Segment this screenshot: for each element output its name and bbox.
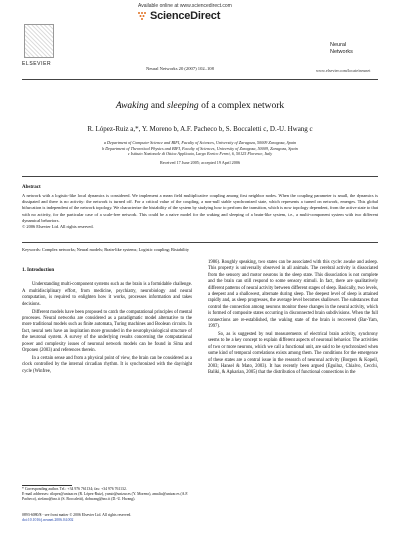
affiliation-b: b Department of Theoretical Physics and BIFI, Faculty of Sciences, University of Zaragoza, 50009, Zaragoza, Spain [102, 145, 298, 151]
journal-name-line2: Networks [330, 49, 353, 55]
keywords-divider [22, 242, 378, 243]
title-rest: of a complex network [198, 101, 285, 111]
footnote [22, 487, 192, 502]
title-part-awaking: Awaking [115, 101, 149, 111]
abstract-body [22, 193, 378, 230]
affiliations [0, 140, 400, 157]
abstract-heading: Abstract [22, 185, 41, 190]
abstract-copyright: © 2006 Elsevier Ltd. All rights reserved. [22, 224, 94, 230]
footnote-rule [22, 485, 72, 486]
received-dates: Received 17 June 2005; accepted 19 April 2006 [159, 160, 241, 165]
author-list: R. López-Ruiz a,*, Y. Moreno b, A.F. Pacheco b, S. Boccaletti c, D.-U. Hwang c [87, 125, 313, 133]
doi-link[interactable]: doi:10.1016/j.neunet.2006.04.002 [22, 518, 74, 522]
abstract-top-divider [22, 176, 378, 177]
affiliation-a: a Department of Computer Science and BIFI, Faculty of Sciences, University of Zaragoza, 50009 Zaragoza, Spain [103, 140, 297, 145]
journal-url-link[interactable]: www.elsevier.com/locate/neunet [316, 68, 371, 73]
journal-name [330, 42, 353, 56]
journal-citation: Neural Networks 20 (2007) 102–108 [146, 66, 214, 71]
intro-paragraph-3: In a certain sense and from a physical point of view, the brain can be considered as a clock controlled by the internal circadian rhythm. It is synchronized with the day/night cycle (Winfree, [22, 355, 192, 374]
sciencedirect-logo-icon [137, 11, 149, 21]
sciencedirect-logo[interactable]: ScienceDirect [150, 10, 221, 22]
right-column [208, 260, 378, 378]
intro-paragraph-5: So, as is suggested by real measurements of electrical brain activity, synchrony seems to be a key concept to explain different aspects of neuronal behavior. The activities of two or more neurons, which we call a functional unit, are said to be synchronized when some kind of temporal correlations exists among them. The conditions for the emergence of these states are a central issue in the research of neuronal activity (Borgers & Kopell, 2003; Hansel & Mato, 2003). It has recently been argued (Eguiluz, Chialvo, Cecchi, Baliki, & Apkarian, 2005) that the distribution of functional connections in the [208, 331, 378, 376]
left-column [22, 264, 192, 377]
available-online-text: Available online at www.sciencedirect.com [138, 3, 232, 9]
abstract-text: A network with a logistic-like local dynamics is considered. We implement a mean field multiplicative coupling among first neighbor nodes. When the coupling parameter is small, the dynamics is dissipated and there is no activity: the network is turned off. For a critical value of the coupling, a non-null stable synchronized state, which represents a turned on network, emerges. This global bifurcation is independent of the network topology. We characterize the bistability of the system by studying how to perform the transition, which is now topology dependent, from the active state to that with no activity, for the particular case of a scale-free network. This could be a naive model for the waking and sleeping of a brain-like system, i.e., a multi-component system with two different dynamical behaviors. [22, 193, 378, 223]
issn-doi [22, 513, 222, 523]
intro-paragraph-4: 1986). Roughly speaking, two states can be associated with this cycle: awake and asleep. This property is universally observed in all animals. The cerebral activity is dissociated from the sensory and motor neurons in the sleep state. This dissociation is not complete and the brain can still respond to some sensory stimuli. In fact, there are qualitatively different patterns of neural activity between different stages of sleep. Basically, two levels, a deepest and a shallowest, alternate during sleep. The deepest level of sleep is attained rapidly and, as sleep progresses, the average level becomes shallower. The substances that control the connection among neurons monitor these changes in the neural activity, which is formed of composite states occurring in disconnected brain subdivisions. When the full connections are re-established, the waking state of the brain is recovered (Bar-Yam, 1997). [208, 260, 378, 330]
intro-paragraph-2: Different models have been proposed to catch the computational principles of mental processes. Neural networks are considered as a paradigmatic model alternative to the more traditional models such as finite automata, Turing machines and Boolean circuits. In fact, neural nets have an inspiration more grounded in the neurophysiological structure of the neuronal system. A survey of the underlying results concerning the computational power and complexity issues of neuronal network models can be found in Síma and Orponen (2003) and references therein. [22, 309, 192, 353]
title-and: and [148, 101, 168, 111]
publisher-name: ELSEVIER [22, 61, 52, 67]
keywords: Keywords: Complex networks; Neural models; Brain-like systems; Logistic coupling; Bistability [22, 247, 189, 252]
article-title [0, 101, 400, 111]
elsevier-tree-logo-icon [24, 24, 54, 58]
section-heading-introduction: 1. Introduction [22, 268, 55, 273]
issn-line: 0893-6080/$ - see front matter © 2006 Elsevier Ltd. All rights reserved. [22, 513, 132, 517]
author-emails: E-mail addresses: rilopez@unizar.es (R. López-Ruiz), yamir@unizar.es (Y. Moreno), amalio@unizar.es (A.F. Pacheco), stefano@ino.it (S. Boccaletti), dohwang@ino.it (D.-U. Hwang). [22, 492, 189, 501]
corresponding-author: * Corresponding author. Tel.: +34 976 761134; fax: +34 976 761132. [22, 487, 127, 491]
title-part-sleeping: sleeping [167, 101, 199, 111]
affiliation-c: c Istituto Nazionale di Ottica Applicata, Largo Enrico Fermi, 6, 50125 Florence, Italy [127, 151, 273, 157]
header-divider [22, 79, 378, 80]
intro-paragraph-1: Understanding multi-component systems such as the brain is a formidable challenge. A multidisciplinary effort, from medicine, psychiatry, neurobiology and neural computation, is required to enlighten how it works, processes information and takes decisions. [22, 282, 192, 307]
journal-name-line1: Neural [330, 42, 347, 48]
